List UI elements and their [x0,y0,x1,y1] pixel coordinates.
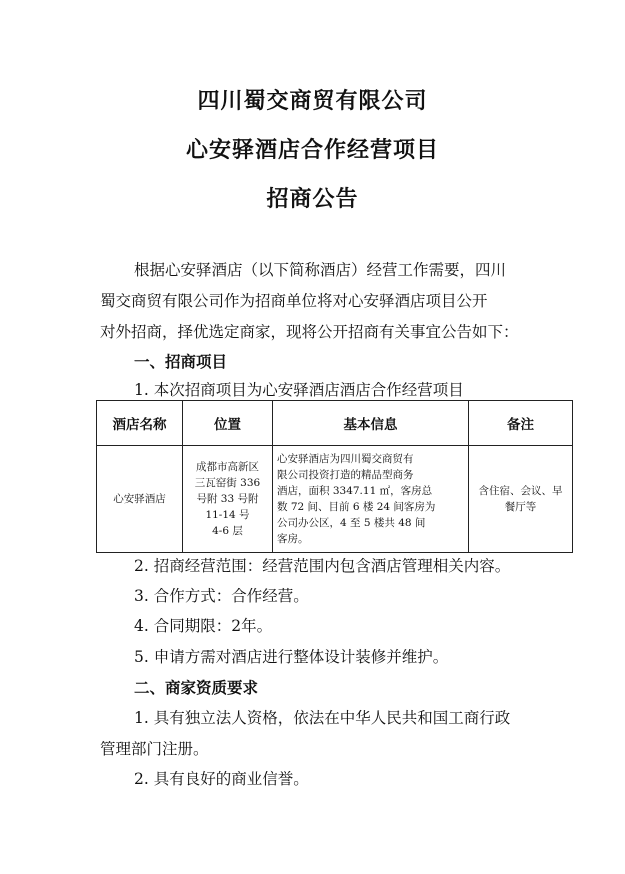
section-1-item-1: 1. 本次招商项目为心安驿酒店酒店合作经营项目 [134,381,464,399]
company-title: 四川蜀交商贸有限公司 [197,89,428,114]
header-hotel-name: 酒店名称 [97,401,183,446]
notice-title: 招商公告 [266,187,359,212]
header-location: 位置 [183,401,273,446]
location-line: 三瓦窑街 336 [194,477,261,489]
location-line: 4-6 层 [212,525,243,537]
info-line: 限公司投资打造的精品型商务 [277,469,414,481]
project-title: 心安驿酒店合作经营项目 [185,138,439,163]
table-row [97,446,573,553]
section-2-line-1: 1. 具有独立法人资格，依法在中华人民共和国工商行政 [134,709,511,727]
hotel-table [96,400,573,553]
info-line: 客房。 [277,533,309,545]
location-line: 11-14 号 [205,509,250,521]
note-line: 含住宿、会议、早 [478,485,563,497]
header-note: 备注 [469,401,573,446]
item-5: 5. 申请方需对酒店进行整体设计装修并维护。 [134,648,449,666]
info-line: 酒店，面积 3347.11 ㎡，客房总 [277,485,433,497]
cell-basic-info [273,446,469,553]
table-header-row [97,401,573,446]
item-3: 3. 合作方式：合作经营。 [134,587,309,605]
item-4: 4. 合同期限：2年。 [134,617,273,635]
section-1-heading: 一、招商项目 [134,353,228,371]
info-line: 心安驿酒店为四川蜀交商贸有 [277,453,414,465]
note-line: 餐厅等 [504,501,537,513]
intro-line-1: 根据心安驿酒店（以下简称酒店）经营工作需要，四川 [134,261,507,279]
location-line: 成都市高新区 [196,461,259,473]
section-2-heading: 二、商家资质要求 [134,679,259,697]
intro-line-3: 对外招商，择优选定商家，现将公开招商有关事宜公告如下： [100,323,519,341]
cell-note [469,446,573,553]
cell-hotel-name: 心安驿酒店 [97,446,183,553]
section-2-line-3: 2. 具有良好的商业信誉。 [134,770,309,788]
info-line: 公司办公区，4 至 5 楼共 48 间 [277,517,426,529]
intro-line-2: 蜀交商贸有限公司作为招商单位将对心安驿酒店项目公开 [100,292,488,310]
info-line: 数 72 间、目前 6 楼 24 间客房为 [277,501,436,513]
section-2-line-2: 管理部门注册。 [100,740,209,758]
cell-location [183,446,273,553]
header-basic-info: 基本信息 [273,401,469,446]
location-line: 号附 33 号附 [196,493,259,505]
item-2: 2. 招商经营范围：经营范围内包含酒店管理相关内容。 [134,557,511,575]
